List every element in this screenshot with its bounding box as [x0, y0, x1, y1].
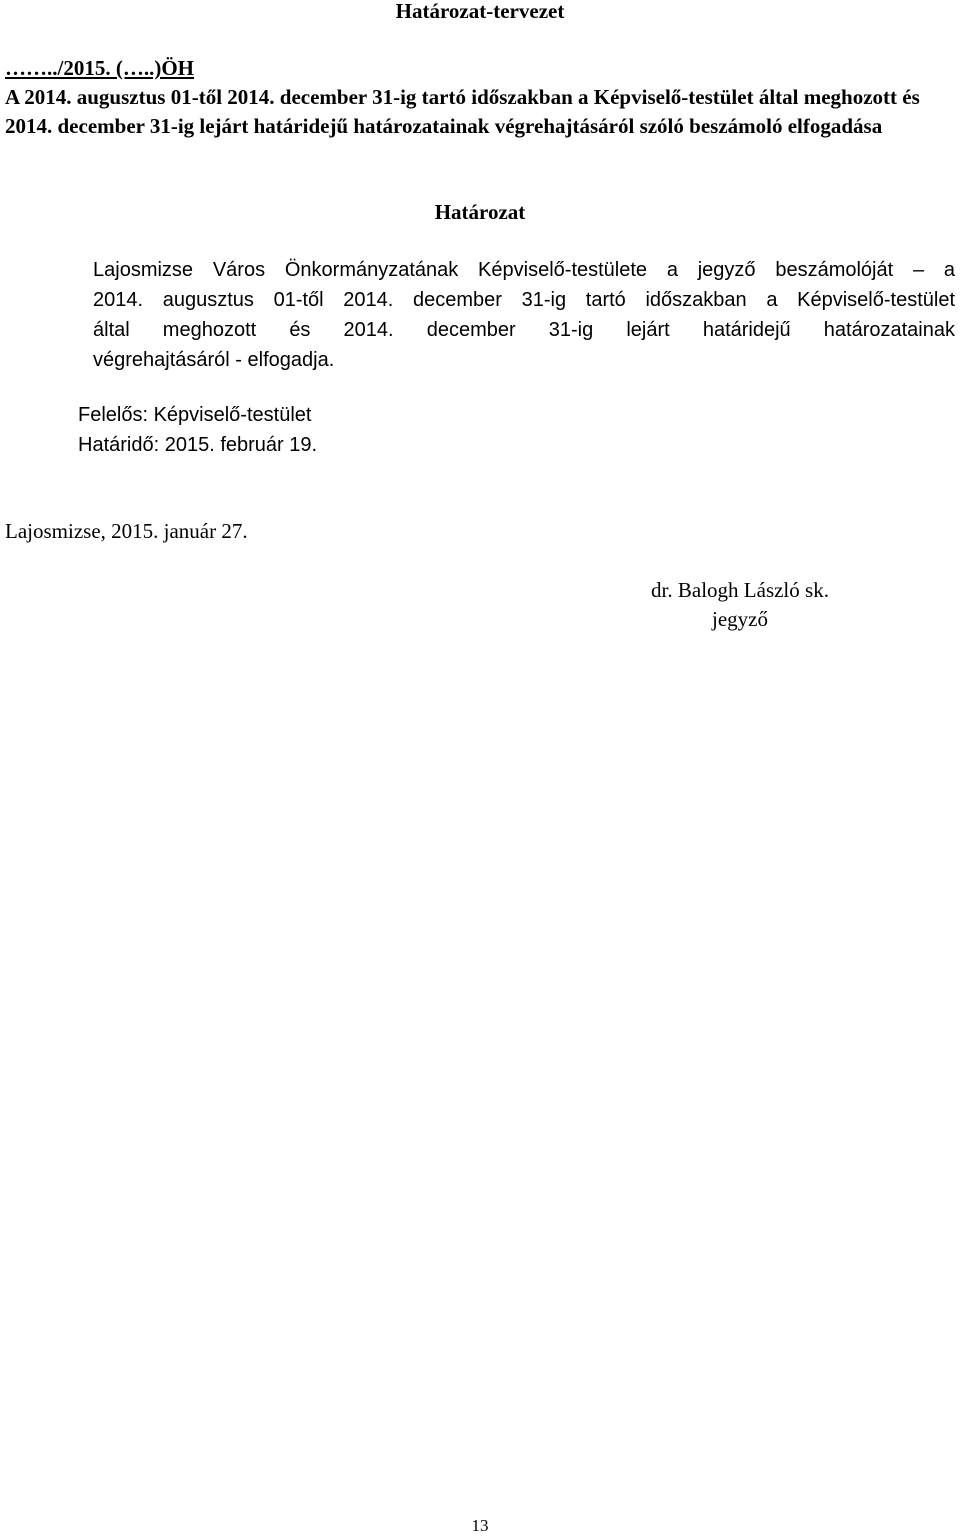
signer-title: jegyző	[712, 607, 768, 631]
resolution-line: végrehajtásáról - elfogadja.	[93, 349, 335, 371]
responsible-party: Felelős: Képviselő-testület	[78, 404, 312, 426]
resolution-body	[93, 255, 955, 375]
document-title: Határozat-tervezet	[395, 0, 565, 23]
place-and-date: Lajosmizse, 2015. január 27.	[5, 519, 248, 543]
resolution-line: által meghozott és 2014. december 31-ig lejárt határidejű határozatainak	[93, 319, 955, 341]
page-number: 13	[471, 1516, 489, 1535]
resolution-number: ……../2015. (…..)ÖH	[5, 56, 194, 80]
resolution-subject: A 2014. augusztus 01-től 2014. december 31-ig tartó időszakban a Képviselő-testület által meghozott és 2014. december 31-ig lejárt határidejű határozatainak végrehajtásáról szóló beszámoló elfogadása	[5, 85, 920, 138]
resolution-heading: Határozat	[434, 200, 526, 224]
resolution-line: 2014. augusztus 01-től 2014. december 31-ig tartó időszakban a Képviselő-testület	[93, 289, 955, 311]
resolution-line: Lajosmizse Város Önkormányzatának Képviselő-testülete a jegyző beszámolóját – a	[93, 259, 955, 281]
signer-name: dr. Balogh László sk.	[651, 578, 829, 602]
deadline: Határidő: 2015. február 19.	[78, 434, 318, 456]
